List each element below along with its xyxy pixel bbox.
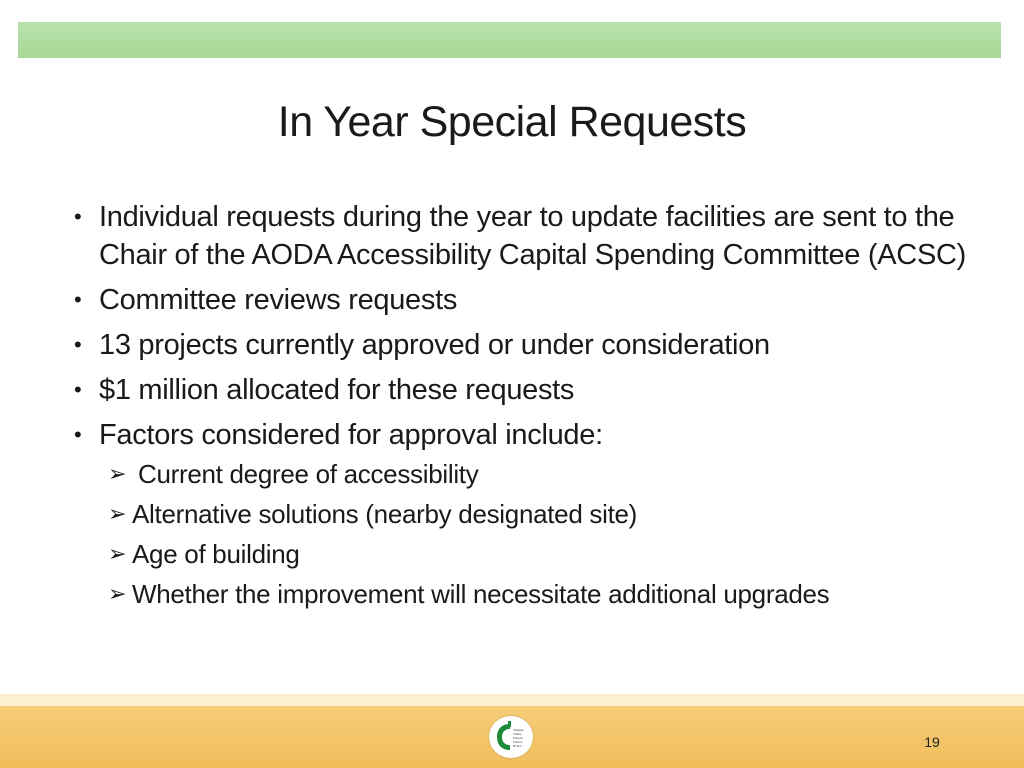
sub-bullet-item: [108, 574, 974, 614]
bullet-text: Individual requests during the year to update facilities are sent to the Chair of the AODA Accessibility Capital Spending Committee (ACSC): [99, 201, 966, 271]
sub-bullet-list: [74, 454, 974, 614]
bullet-dot-icon: •: [74, 287, 82, 312]
header-bar: [18, 22, 1001, 58]
sub-bullet-text: Whether the improvement will necessitate additional upgrades: [132, 579, 830, 609]
sub-bullet-text: Age of building: [132, 539, 300, 569]
bullet-item: [74, 326, 974, 364]
bullet-text: Factors considered for approval include:: [99, 419, 603, 451]
bullet-text: $1 million allocated for these requests: [99, 374, 575, 406]
sub-bullet-item: [108, 454, 974, 494]
arrowhead-bullet-icon: ➢: [108, 541, 127, 566]
arrowhead-bullet-icon: ➢: [108, 581, 127, 606]
sub-bullet-text: Alternative solutions (nearby designated site): [132, 499, 638, 529]
bullet-dot-icon: •: [74, 332, 82, 357]
school-board-logo-icon: [489, 716, 533, 758]
arrowhead-bullet-icon: ➢: [108, 501, 127, 526]
footer-highlight-strip: [0, 694, 1024, 706]
slide-title: In Year Special Requests: [277, 98, 747, 146]
logo-text-line: Valley: [513, 732, 522, 736]
bullet-item: [74, 198, 974, 274]
sub-bullet-text: Current degree of accessibility: [138, 459, 479, 489]
bullet-item: [74, 281, 974, 319]
logo-text-line: Thames: [513, 728, 524, 732]
bullet-dot-icon: •: [74, 377, 82, 402]
logo-text-line: District: [513, 736, 524, 740]
slide-body: [74, 198, 974, 614]
bullet-dot-icon: •: [74, 422, 82, 447]
sub-bullet-item: [108, 494, 974, 534]
logo-text-line: School: [513, 740, 523, 744]
page-number: 19: [924, 734, 940, 750]
bullet-dot-icon: •: [74, 204, 82, 229]
bullet-text: Committee reviews requests: [99, 284, 458, 316]
bullet-item: [74, 416, 974, 454]
sub-bullet-item: [108, 534, 974, 574]
bullet-item: [74, 371, 974, 409]
bullet-text: 13 projects currently approved or under consideration: [99, 329, 770, 361]
arrowhead-bullet-icon: ➢: [108, 461, 127, 486]
logo-text-line: Board: [513, 744, 522, 748]
